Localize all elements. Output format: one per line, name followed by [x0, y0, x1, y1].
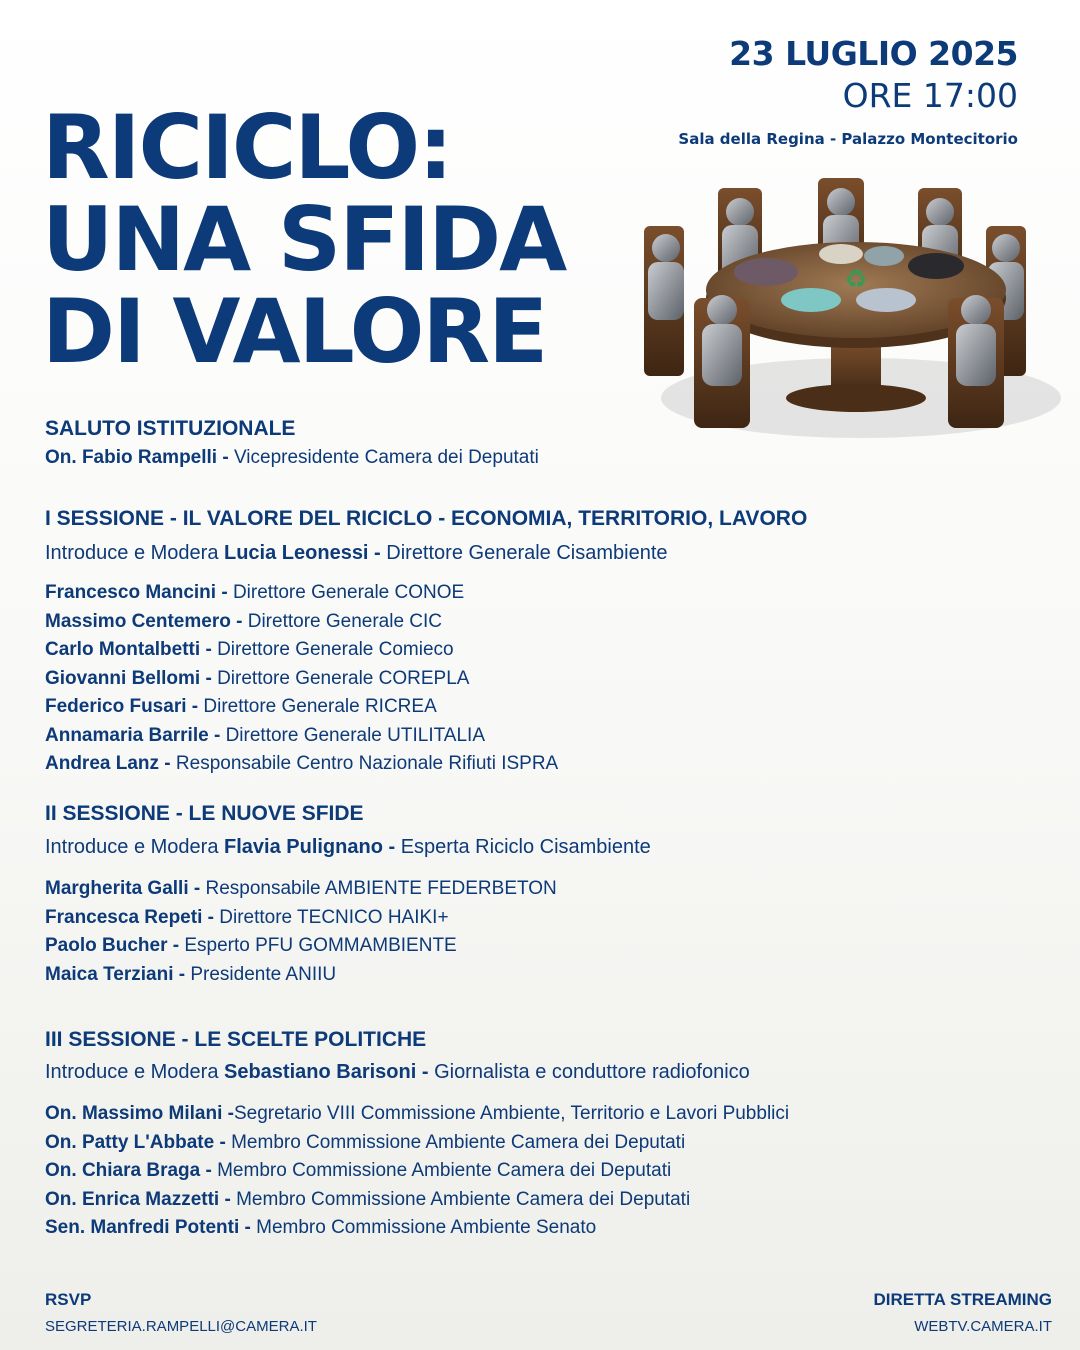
title-line-3: DI VALORE [42, 280, 547, 383]
speaker-name: Maica Terziani - [45, 964, 191, 985]
event-info [678, 34, 1018, 148]
session1-speaker [45, 725, 485, 747]
speaker-role: Membro Commissione Ambiente Camera dei Deputati [231, 1132, 686, 1153]
speaker-name: Sen. Manfredi Potenti - [45, 1217, 257, 1238]
moderator-role: Direttore Generale Cisambiente [386, 542, 668, 564]
svg-text:♻: ♻ [844, 265, 868, 295]
moderator-prefix: Introduce e Modera [45, 836, 224, 858]
moderator-prefix: Introduce e Modera [45, 542, 224, 564]
speaker-name: Giovanni Bellomi - [45, 668, 218, 689]
speaker-name: Francesca Repeti - [45, 907, 220, 928]
rsvp-email-link[interactable]: SEGRETERIA.RAMPELLI@CAMERA.IT [45, 1318, 317, 1335]
speaker-name: Paolo Bucher - [45, 935, 185, 956]
speaker-name: Annamaria Barrile - [45, 725, 226, 746]
speaker-role: Vicepresidente Camera dei Deputati [233, 447, 539, 468]
session2-speaker [45, 907, 449, 929]
session3-speaker [45, 1217, 596, 1239]
session1-speaker [45, 582, 464, 604]
moderator-name: Lucia Leonessi - [224, 542, 387, 564]
streaming-label: DIRETTA STREAMING [873, 1290, 1052, 1309]
session3-heading: III SESSIONE - LE SCELTE POLITICHE [45, 1028, 427, 1051]
speaker-role: Responsabile AMBIENTE FEDERBETON [205, 878, 557, 899]
speaker-name: Margherita Galli - [45, 878, 206, 899]
event-date: 23 LUGLIO 2025 [729, 34, 1018, 73]
speaker-role: Direttore Generale UTILITALIA [225, 725, 485, 746]
speaker-role: Membro Commissione Ambiente Camera dei Deputati [217, 1160, 672, 1181]
speaker-name: On. Chiara Braga - [45, 1160, 218, 1181]
session1-speaker [45, 668, 469, 690]
moderator-role: Giornalista e conduttore radiofonico [434, 1061, 750, 1083]
speaker-role: Presidente ANIIU [190, 964, 337, 985]
speaker-role: Direttore Generale COREPLA [217, 668, 470, 689]
rsvp-label: RSVP [45, 1290, 92, 1309]
session1-moderator [45, 542, 668, 565]
title-line-1: RICICLO: [42, 96, 452, 199]
session3-speaker [45, 1189, 690, 1211]
speaker-name: On. Patty L'Abbate - [45, 1132, 232, 1153]
speaker-name: On. Enrica Mazzetti - [45, 1189, 237, 1210]
opening-speaker [45, 447, 539, 469]
speaker-role: Membro Commissione Ambiente Camera dei Deputati [236, 1189, 691, 1210]
moderator-role: Esperta Riciclo Cisambiente [400, 836, 651, 858]
page-title [42, 96, 566, 383]
event-venue: Sala della Regina - Palazzo Montecitorio [678, 130, 1018, 148]
speaker-role: Direttore Generale CONOE [232, 582, 465, 603]
round-table-illustration [636, 170, 1066, 485]
moderator-name: Sebastiano Barisoni - [224, 1061, 435, 1083]
session1-speaker [45, 753, 558, 775]
moderator-prefix: Introduce e Modera [45, 1061, 224, 1083]
speaker-role: Esperto PFU GOMMAMBIENTE [184, 935, 457, 956]
speaker-name: Massimo Centemero - [45, 611, 248, 632]
session2-speaker [45, 935, 457, 957]
speaker-role: Responsabile Centro Nazionale Rifiuti ISPRA [175, 753, 559, 774]
speaker-name: On. Fabio Rampelli - [45, 447, 234, 468]
streaming-url-link[interactable]: WEBTV.CAMERA.IT [914, 1318, 1052, 1335]
speaker-name: Carlo Montalbetti - [45, 639, 218, 660]
title-line-2: UNA SFIDA [42, 188, 566, 291]
session2-speaker [45, 964, 336, 986]
session3-speaker [45, 1160, 671, 1182]
session1-speaker [45, 696, 437, 718]
speaker-role: Direttore TECNICO HAIKI+ [219, 907, 449, 928]
moderator-name: Flavia Pulignano - [224, 836, 401, 858]
session3-speaker [45, 1132, 685, 1154]
speaker-role: Membro Commissione Ambiente Senato [256, 1217, 597, 1238]
session3-speaker [45, 1103, 789, 1125]
speaker-name: On. Massimo Milani - [45, 1103, 234, 1124]
event-time: ORE 17:00 [842, 76, 1018, 115]
speaker-role: Direttore Generale Comieco [217, 639, 454, 660]
session1-speaker [45, 639, 454, 661]
speaker-name: Francesco Mancini - [45, 582, 233, 603]
speaker-name: Andrea Lanz - [45, 753, 176, 774]
speaker-name: Federico Fusari - [45, 696, 204, 717]
session2-speaker [45, 878, 557, 900]
speaker-role: Segretario VIII Commissione Ambiente, Territorio e Lavori Pubblici [233, 1103, 790, 1124]
speaker-role: Direttore Generale RICREA [203, 696, 437, 717]
opening-heading: SALUTO ISTITUZIONALE [45, 417, 296, 440]
session2-heading: II SESSIONE - LE NUOVE SFIDE [45, 802, 364, 825]
session3-moderator [45, 1061, 750, 1084]
session1-heading: I SESSIONE - IL VALORE DEL RICICLO - ECONOMIA, TERRITORIO, LAVORO [45, 507, 808, 530]
speaker-role: Direttore Generale CIC [247, 611, 443, 632]
session1-speaker [45, 611, 442, 633]
session2-moderator [45, 836, 651, 859]
